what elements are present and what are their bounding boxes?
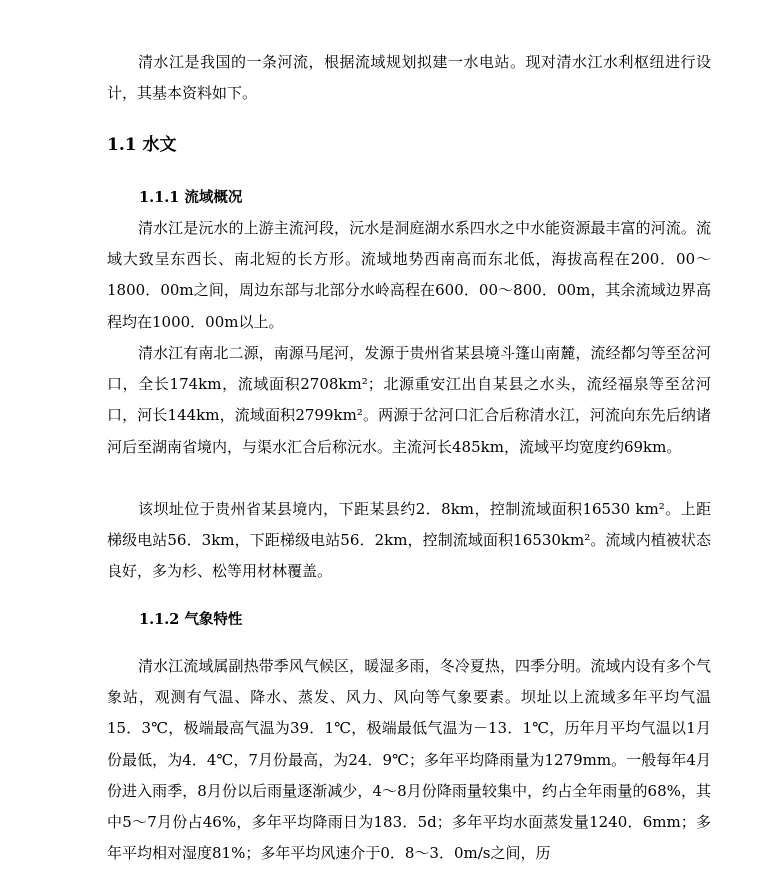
subsection-title-2: 1.1.2 气象特性: [139, 611, 243, 628]
paragraph-river-sources: 清水江有南北二源，南源马尾河，发源于贵州省某县境斗篷山南麓，流经都匀等至岔河口，全长174km，流域面积2708km²；北源重安江出自某县之水头，流经福泉等至岔河口，河长144km，流域面积2799km²。两源于岔河口汇合后称清水江，河流向东先后纳诸河后至湖南省境内，与渠水汇合后称沅水。主流河长485km，流域平均宽度约69km。: [107, 344, 711, 456]
intro-paragraph: 清水江是我国的一条河流，根据流域规划拟建一水电站。现对清水江水利枢纽进行设计，其基本资料如下。: [107, 53, 711, 103]
paragraph-climate: 清水江流域属副热带季风气候区，暖湿多雨，冬冷夏热，四季分明。流域内设有多个气象站，观测有气温、降水、蒸发、风力、风向等气象要素。坝址以上流域多年平均气温15．3℃，极端最高气温为39．1℃，极端最低气温为－13．1℃，历年月平均气温以1月份最低，为4．4℃，7月份最高，为24．9℃；多年平均降雨量为1279mm。一般每年4月份进入雨季，8月份以后雨量逐渐减少，4～8月份降雨量较集中，约占全年雨量的68%，其中5～7月份占46%，多年平均降雨日为183．5d；多年平均水面蒸发量1240．6mm；多年平均相对湿度81%；多年平均风速介于0．8～3．0m/s之间，历: [107, 657, 711, 863]
section-title: 1.1 水文: [107, 135, 177, 155]
paragraph-basin-overview: 清水江是沅水的上游主流河段，沅水是洞庭湖水系四水之中水能资源最丰富的河流。流域大致呈东西长、南北短的长方形。流域地势西南高而东北低，海拔高程在200．00～1800．00m之间，周边东部与北部分水岭高程在600．00～800．00m，其余流域边界高程均在1000．00m以上。: [107, 219, 711, 331]
subsection-title-1: 1.1.1 流域概况: [139, 189, 243, 206]
paragraph-dam-site: 该坝址位于贵州省某县境内，下距某县约2．8km，控制流域面积16530 km²。上距梯级电站56．3km，下距梯级电站56．2km，控制流域面积16530km²。流域内植被状态良好，多为杉、松等用材林覆盖。: [107, 500, 711, 581]
